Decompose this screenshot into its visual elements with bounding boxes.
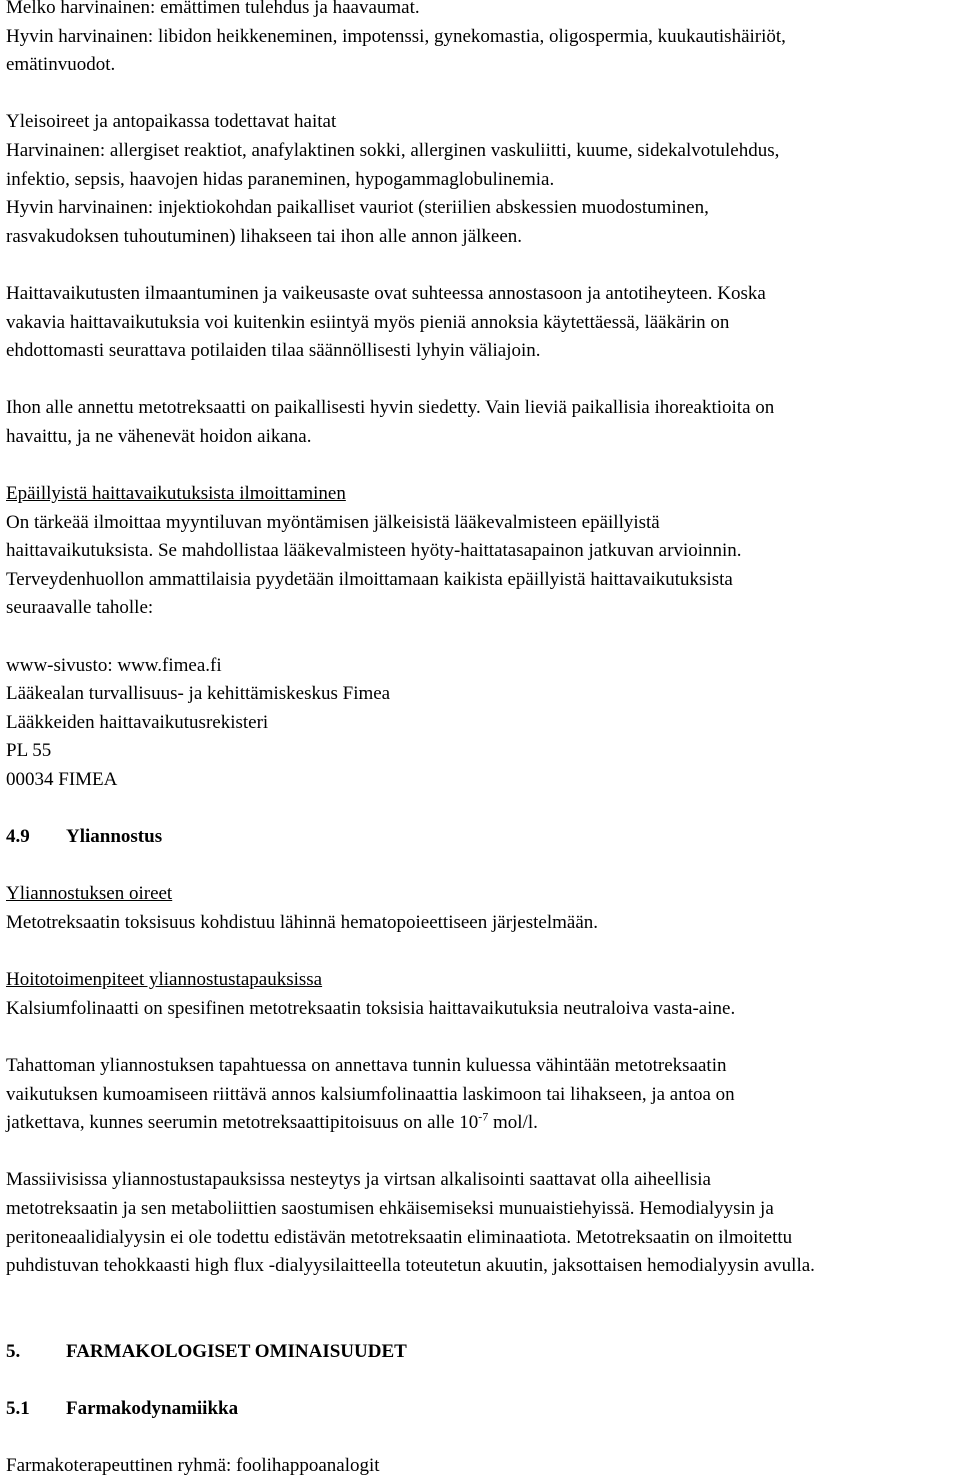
text-line: havaittu, ja ne vähenevät hoidon aikana. <box>6 425 312 447</box>
text-line: Metotreksaatin toksisuus kohdistuu lähinnä hematopoieettiseen järjestelmään. <box>6 912 599 933</box>
text-line: vaikutuksen kumoamiseen riittävä annos kalsiumfolinaattia laskimoon tai lihakseen, ja antoa on <box>6 1083 735 1105</box>
paragraph-local-tolerance <box>6 394 956 451</box>
website-line: www-sivusto: www.fimea.fi <box>6 654 222 676</box>
paragraph-pharmacotherapeutic-group <box>6 1452 956 1481</box>
text-line: infektio, sepsis, haavojen hidas paraneminen, hypogammaglobulinemia. <box>6 168 555 190</box>
paragraph-overdose-treatment <box>6 966 956 1023</box>
text-fragment: jatkettava, kunnes seerumin metotreksaattipitoisuus on alle 10 <box>6 1112 479 1134</box>
address-line: Lääkkeiden haittavaikutusrekisteri <box>6 711 269 733</box>
subheading-overdose-symptoms: Yliannostuksen oireet <box>6 883 173 905</box>
text-line: Massiivisissa yliannostustapauksissa nesteytys ja virtsan alkalisointi saattavat olla aiheellisia <box>6 1169 711 1191</box>
section-title: Yliannostus <box>66 826 163 848</box>
text-line: emätinvuodot. <box>6 54 116 76</box>
text-line: Harvinainen: allergiset reaktiot, anafylaktinen sokki, allerginen vaskuliitti, kuume, sidekalvotulehdus, <box>6 139 780 161</box>
text-line: Melko harvinainen: emättimen tulehdus ja haavaumat. <box>6 0 420 18</box>
text-fragment: mol/l. <box>488 1112 538 1134</box>
document-page <box>6 0 956 1481</box>
text-line: Tahattoman yliannostuksen tapahtuessa on annettava tunnin kuluessa vähintään metotreksaatin <box>6 1054 727 1076</box>
paragraph-overdose-symptoms <box>6 880 956 937</box>
text-line: rasvakudoksen tuhoutuminen) lihakseen tai ihon alle annon jälkeen. <box>6 225 523 247</box>
section-number: 4.9 <box>6 826 30 848</box>
address-line: Lääkealan turvallisuus- ja kehittämiskeskus Fimea <box>6 683 391 705</box>
section-number: 5.1 <box>6 1398 30 1420</box>
section-heading-4-9 <box>6 823 956 852</box>
text-line: peritoneaalidialyysin ei ole todettu edistävän metotreksaatin eliminaatiota. Metotreksaatin on ilmoitettu <box>6 1226 793 1248</box>
subheading-reporting: Epäillyistä haittavaikutuksista ilmoittaminen <box>6 483 346 505</box>
text-line: haittavaikutuksista. Se mahdollistaa lääkevalmisteen hyöty-haittatasapainon jatkuvan arvioinnin. <box>6 540 742 562</box>
text-line: Hyvin harvinainen: libidon heikkeneminen, impotenssi, gynekomastia, oligospermia, kuukautishäiriöt, <box>6 25 786 47</box>
address-line: 00034 FIMEA <box>6 769 118 791</box>
text-line: seuraavalle taholle: <box>6 597 154 619</box>
section-heading-5-1 <box>6 1395 956 1424</box>
paragraph-massive-overdose <box>6 1166 956 1280</box>
section-title: FARMAKOLOGISET OMINAISUUDET <box>66 1340 407 1362</box>
section-number: 5. <box>6 1340 21 1362</box>
paragraph-general-disorders <box>6 108 956 251</box>
text-line: Ihon alle annettu metotreksaatti on paikallisesti hyvin siedetty. Vain lieviä paikallisia ihoreaktioita on <box>6 397 775 419</box>
paragraph-accidental-overdose <box>6 1052 956 1138</box>
subheading-overdose-treatment: Hoitotoimenpiteet yliannostustapauksissa <box>6 969 323 991</box>
text-line: On tärkeää ilmoittaa myyntiluvan myöntämisen jälkeisistä lääkevalmisteen epäillyistä <box>6 511 660 533</box>
address-block <box>6 652 956 795</box>
text-line: Haittavaikutusten ilmaantuminen ja vaikeusaste ovat suhteessa annostasoon ja antotiheyteen. Koska <box>6 282 766 304</box>
text-line: Hyvin harvinainen: injektiokohdan paikalliset vauriot (steriilien abskessien muodostuminen, <box>6 197 709 219</box>
paragraph-reporting <box>6 480 956 623</box>
text-line: Farmakoterapeuttinen ryhmä: foolihappoanalogit <box>6 1455 380 1477</box>
paragraph-frequency-rare <box>6 0 956 80</box>
text-line: puhdistuvan tehokkaasti high flux -dialyysilaitteella toteutetun akuutin, jaksottaisen hemodialyysin avulla. <box>6 1255 815 1277</box>
address-line: PL 55 <box>6 740 52 762</box>
text-line: ehdottomasti seurattava potilaiden tilaa säännöllisesti lyhyin väliajoin. <box>6 340 541 362</box>
text-line: Kalsiumfolinaatti on spesifinen metotreksaatin toksisia haittavaikutuksia neutraloiva vasta-aine. <box>6 997 736 1019</box>
section-heading-5 <box>6 1338 956 1367</box>
text-line: metotreksaatin ja sen metaboliittien saostumisen ehkäisemiseksi munuaistiehyissä. Hemodialyysin ja <box>6 1197 774 1219</box>
section-title: Farmakodynamiikka <box>66 1398 239 1420</box>
subheading-general-disorders: Yleisoireet ja antopaikassa todettavat haitat <box>6 111 337 133</box>
exponent: -7 <box>478 1109 489 1124</box>
text-line-with-exponent <box>6 1109 956 1138</box>
paragraph-dose-relation <box>6 280 956 366</box>
text-line: Terveydenhuollon ammattilaisia pyydetään ilmoittamaan kaikista epäillyistä haittavaikutuksista <box>6 568 733 590</box>
text-line: vakavia haittavaikutuksia voi kuitenkin esiintyä myös pieniä annoksia käytettäessä, lääkärin on <box>6 311 730 333</box>
